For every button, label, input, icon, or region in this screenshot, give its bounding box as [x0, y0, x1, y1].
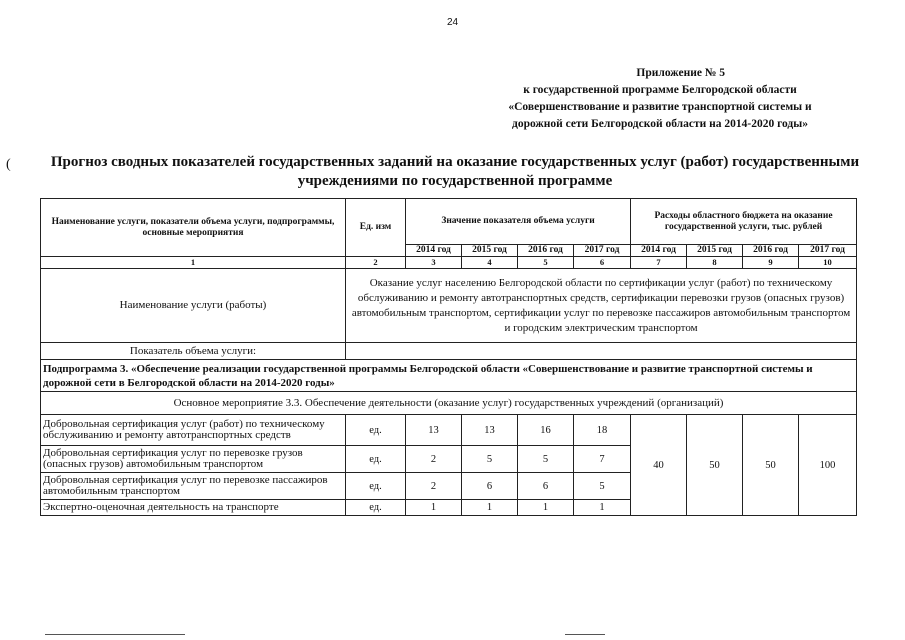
budget-value: 50	[687, 415, 743, 516]
header-name-cell: Наименование услуги, показатели объема услуги, подпрограммы, основные мероприятия	[41, 199, 346, 257]
column-number: 6	[574, 257, 631, 269]
row-value: 7	[574, 446, 631, 473]
column-number: 7	[631, 257, 687, 269]
column-number: 4	[462, 257, 518, 269]
row-value: 13	[406, 415, 462, 446]
column-number: 1	[41, 257, 346, 269]
service-row	[41, 269, 857, 343]
row-value: 2	[406, 446, 462, 473]
row-name: Добровольная сертификация услуг (работ) по техническому обслуживанию и ремонту автотранспортных средств	[41, 415, 346, 446]
row-value: 1	[518, 500, 574, 516]
appendix-line-1: к государственной программе Белгородской области	[523, 84, 797, 96]
page-number: 24	[446, 17, 459, 28]
appendix-line-2: «Совершенствование и развитие транспортной системы и	[508, 101, 812, 113]
column-number: 10	[799, 257, 857, 269]
volume-label: Показатель объема услуги:	[41, 343, 346, 360]
column-number: 5	[518, 257, 574, 269]
document-title-line-2: учреждениями по государственной программе	[297, 173, 613, 189]
footer-rule	[565, 634, 605, 635]
header-budget-cell: Расходы областного бюджета на оказание государственной услуги, тыс. рублей	[631, 199, 857, 245]
subprogram-row	[41, 360, 857, 392]
header-value-cell: Значение показателя объема услуги	[406, 199, 631, 245]
year-cell: 2017 год	[799, 245, 857, 257]
row-value: 5	[462, 446, 518, 473]
main-activity-title: Основное мероприятие 3.3. Обеспечение деятельности (оказание услуг) государственных учреждений (организаций)	[41, 392, 857, 415]
column-number: 9	[743, 257, 799, 269]
row-name: Добровольная сертификация услуг по перевозке пассажиров автомобильным транспортом	[41, 473, 346, 500]
row-value: 18	[574, 415, 631, 446]
year-cell: 2014 год	[631, 245, 687, 257]
row-value: 6	[462, 473, 518, 500]
row-value: 2	[406, 473, 462, 500]
left-margin-mark: (	[6, 157, 11, 172]
indicators-table	[40, 198, 857, 516]
service-label: Наименование услуги (работы)	[41, 269, 346, 343]
row-unit: ед.	[346, 446, 406, 473]
row-value: 1	[462, 500, 518, 516]
row-unit: ед.	[346, 415, 406, 446]
budget-value: 50	[743, 415, 799, 516]
row-name: Экспертно-оценочная деятельность на транспорте	[41, 500, 346, 516]
column-number: 2	[346, 257, 406, 269]
appendix-block	[490, 65, 830, 133]
row-value: 16	[518, 415, 574, 446]
budget-value: 40	[631, 415, 687, 516]
year-cell: 2015 год	[687, 245, 743, 257]
volume-empty-cell	[346, 343, 857, 360]
budget-value: 100	[799, 415, 857, 516]
row-value: 13	[462, 415, 518, 446]
row-unit: ед.	[346, 473, 406, 500]
row-value: 1	[406, 500, 462, 516]
row-name: Добровольная сертификация услуг по перевозке грузов (опасных грузов) автомобильным транспортом	[41, 446, 346, 473]
row-value: 6	[518, 473, 574, 500]
column-numbers-row	[41, 257, 857, 269]
appendix-title: Приложение № 5	[636, 67, 725, 79]
year-cell: 2017 год	[574, 245, 631, 257]
row-value: 5	[574, 473, 631, 500]
year-cell: 2014 год	[406, 245, 462, 257]
column-number: 8	[687, 257, 743, 269]
main-activity-row	[41, 392, 857, 415]
appendix-line-3: дорожной сети Белгородской области на 2014-2020 годы»	[512, 118, 808, 130]
year-cell: 2016 год	[743, 245, 799, 257]
year-cell: 2015 год	[462, 245, 518, 257]
row-value: 5	[518, 446, 574, 473]
header-unit-cell: Ед. изм	[346, 199, 406, 257]
volume-row	[41, 343, 857, 360]
row-value: 1	[574, 500, 631, 516]
document-title-line-1: Прогноз сводных показателей государственных заданий на оказание государственных услуг (работ) государственными	[50, 154, 860, 170]
header-row	[41, 199, 857, 245]
document-title	[40, 153, 870, 191]
column-number: 3	[406, 257, 462, 269]
table-row	[41, 415, 857, 446]
subprogram-title: Подпрограмма 3. «Обеспечение реализации государственной программы Белгородской области «Совершенствование и развитие транспортной системы и дорожной сети в Белгородской области на 2014-2020 годы»	[41, 360, 857, 392]
service-description: Оказание услуг населению Белгородской области по сертификации услуг (работ) по техническому обслуживанию и ремонту автотранспортных средств, сертификации перевозки грузов (опасных грузов) автомобильным транспортом, сертификации услуг по перевозке пассажиров автомобильным транспортом и городским электрическим транспортом	[346, 269, 857, 343]
footer-rule	[45, 634, 185, 635]
year-cell: 2016 год	[518, 245, 574, 257]
row-unit: ед.	[346, 500, 406, 516]
